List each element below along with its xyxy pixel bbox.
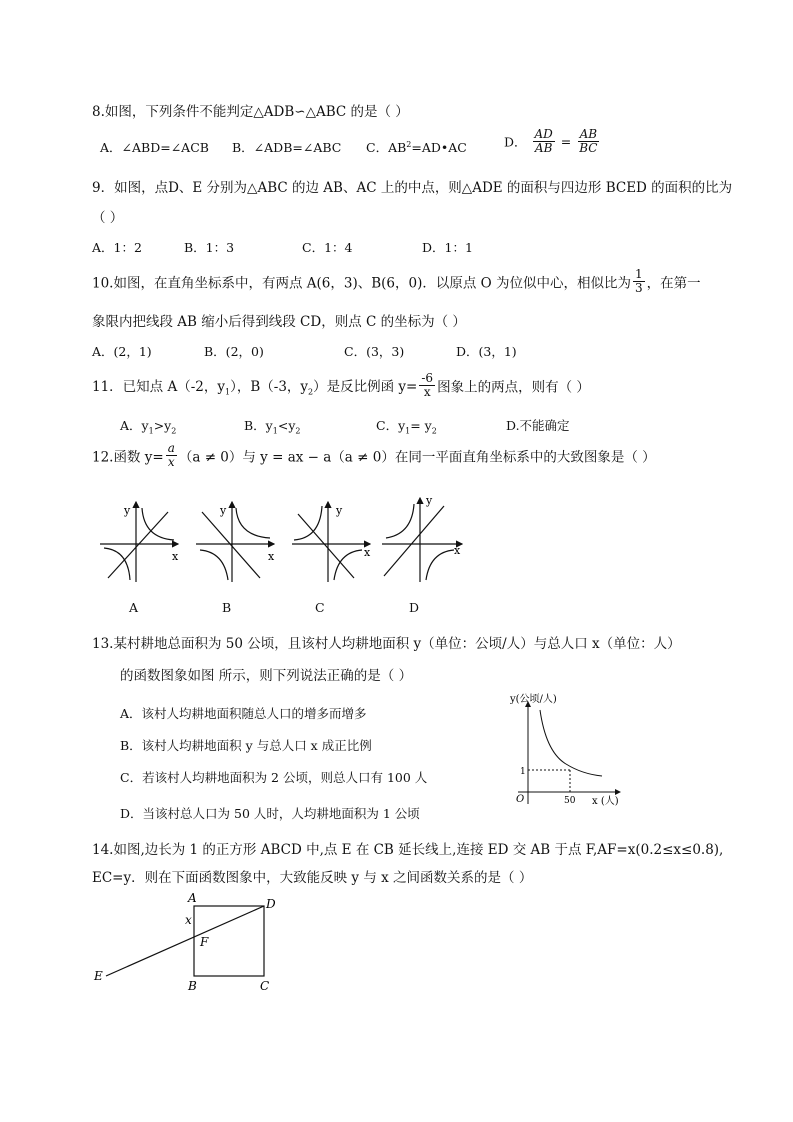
q13-option-a: A．该村人均耕地面积随总人口的增多而增多 xyxy=(120,706,367,721)
q12-d-y: y xyxy=(426,494,433,507)
q14-label-x: x xyxy=(185,913,192,927)
q13-graph-origin: O xyxy=(516,794,525,805)
q14-label-e: E xyxy=(94,969,103,983)
q11-stem: 11．已知点 A（-2，$y_1$），B（-3，$y_2$）是反比例函 y= $\frac{-6}{x}$ 图象上的两点，则有（ ） xyxy=(92,371,590,399)
q8-stem: 8.如图，下列条件不能判定△ADB∽△ABC 的是（ ） xyxy=(92,104,409,120)
q12-b-y: y xyxy=(220,504,227,517)
q8-option-c: C．$AB^2=AD•AC$ xyxy=(366,139,467,155)
q13-graph-x-label: x (人) xyxy=(592,796,619,807)
q8-option-a: A．∠ABD=∠ACB xyxy=(100,140,209,155)
q12-label-b: B xyxy=(222,600,232,615)
q12-graph-a xyxy=(100,502,178,582)
q12-label-a: A xyxy=(129,600,139,615)
q14-label-b: B xyxy=(188,979,197,993)
q9-option-a: A．1：2 xyxy=(92,240,142,255)
q14-figure xyxy=(90,890,290,996)
q11-option-c: C．$y_1= y_2$ xyxy=(376,418,437,436)
q14-label-a: A xyxy=(188,891,197,905)
q14-label-f: F xyxy=(200,935,209,949)
q9-option-c: C．1：4 xyxy=(302,240,353,255)
q14-label-c: C xyxy=(260,979,270,993)
q13-graph-tick-x: 50 xyxy=(564,796,576,806)
q9-option-b: B．1：3 xyxy=(184,240,235,255)
q10-stem: 10.如图，在直角坐标系中，有两点 A(6，3)、B(6，0)．以原点 O 为位似中心，相似比为 $\frac{1}{3}$ ，在第一 xyxy=(92,267,701,295)
q13-graph-tick-y: 1 xyxy=(520,767,526,777)
q10-stem-line2: 象限内把线段 AB 缩小后得到线段 CD，则点 C 的坐标为（ ） xyxy=(92,314,466,330)
q12-graph-d xyxy=(382,498,462,582)
q12-c-x: x xyxy=(364,546,371,559)
q13-option-c: C．若该村人均耕地面积为 2 公顷，则总人口有 100 人 xyxy=(120,770,428,785)
q12-label-c: C xyxy=(315,600,325,615)
q12-c-y: y xyxy=(336,504,343,517)
q10-option-a: A．(2，1) xyxy=(92,344,152,359)
q14-label-d: D xyxy=(266,897,276,911)
q11-option-d: D.不能确定 xyxy=(506,418,570,433)
q12-a-y: y xyxy=(124,504,131,517)
q8-option-b: B．∠ADB=∠ABC xyxy=(232,140,342,155)
q11-option-a: A．$y_1>y_2$ xyxy=(120,418,177,436)
q14-stem-line1: 14.如图,边长为 1 的正方形 ABCD 中,点 E 在 CB 延长线上,连接 ED 交 AB 于点 F,AF=x(0.2≤x≤0.8), xyxy=(92,842,724,858)
q12-a-x: x xyxy=(172,550,179,563)
q9-option-d: D．1：1 xyxy=(422,240,473,255)
q13-stem-line2: 的函数图象如图 所示，则下列说法正确的是（ ） xyxy=(120,668,413,684)
q12-graph-c xyxy=(292,502,370,582)
q10-option-b: B．(2，0) xyxy=(204,344,264,359)
q9-paren: （ ） xyxy=(92,210,124,226)
q13-stem-line1: 13.某村耕地总面积为 50 公顷，且该村人均耕地面积 y（单位：公顷/人）与总人口 x（单位：人） xyxy=(92,636,681,652)
q12-b-x: x xyxy=(268,550,275,563)
q13-graph-y-label: y(公顷/人) xyxy=(510,694,557,705)
q13-option-d: D．当该村总人口为 50 人时，人均耕地面积为 1 公顷 xyxy=(120,806,420,821)
q14-stem-line2: EC=y．则在下面函数图象中，大致能反映 y 与 x 之间函数关系的是（ ） xyxy=(92,870,533,886)
q12-graphs xyxy=(96,494,476,586)
q10-option-c: C．(3，3) xyxy=(344,344,405,359)
q12-label-d: D xyxy=(409,600,420,615)
q13-option-b: B．该村人均耕地面积 y 与总人口 x 成正比例 xyxy=(120,738,372,753)
q13-graph xyxy=(506,688,632,810)
q12-graph-b xyxy=(196,502,274,582)
q12-d-x: x xyxy=(454,544,461,557)
q11-option-b: B．$y_1<y_2$ xyxy=(244,418,301,436)
q12-stem: 12.函数 y= $\frac{a}{x}$ （a ≠ 0）与 y = ax − a（a ≠ 0）在同一平面直角坐标系中的大致图象是（ ） xyxy=(92,441,656,469)
q9-stem: 9．如图，点D、E 分别为△ABC 的边 AB、AC 上的中点，则△ADE 的面积与四边形 BCED 的面积的比为 xyxy=(92,180,733,196)
q10-option-d: D．(3，1) xyxy=(456,344,517,359)
q8-option-d: D． $\frac{AD}{AB}$ = $\frac{AB}{BC}$ xyxy=(504,127,598,155)
